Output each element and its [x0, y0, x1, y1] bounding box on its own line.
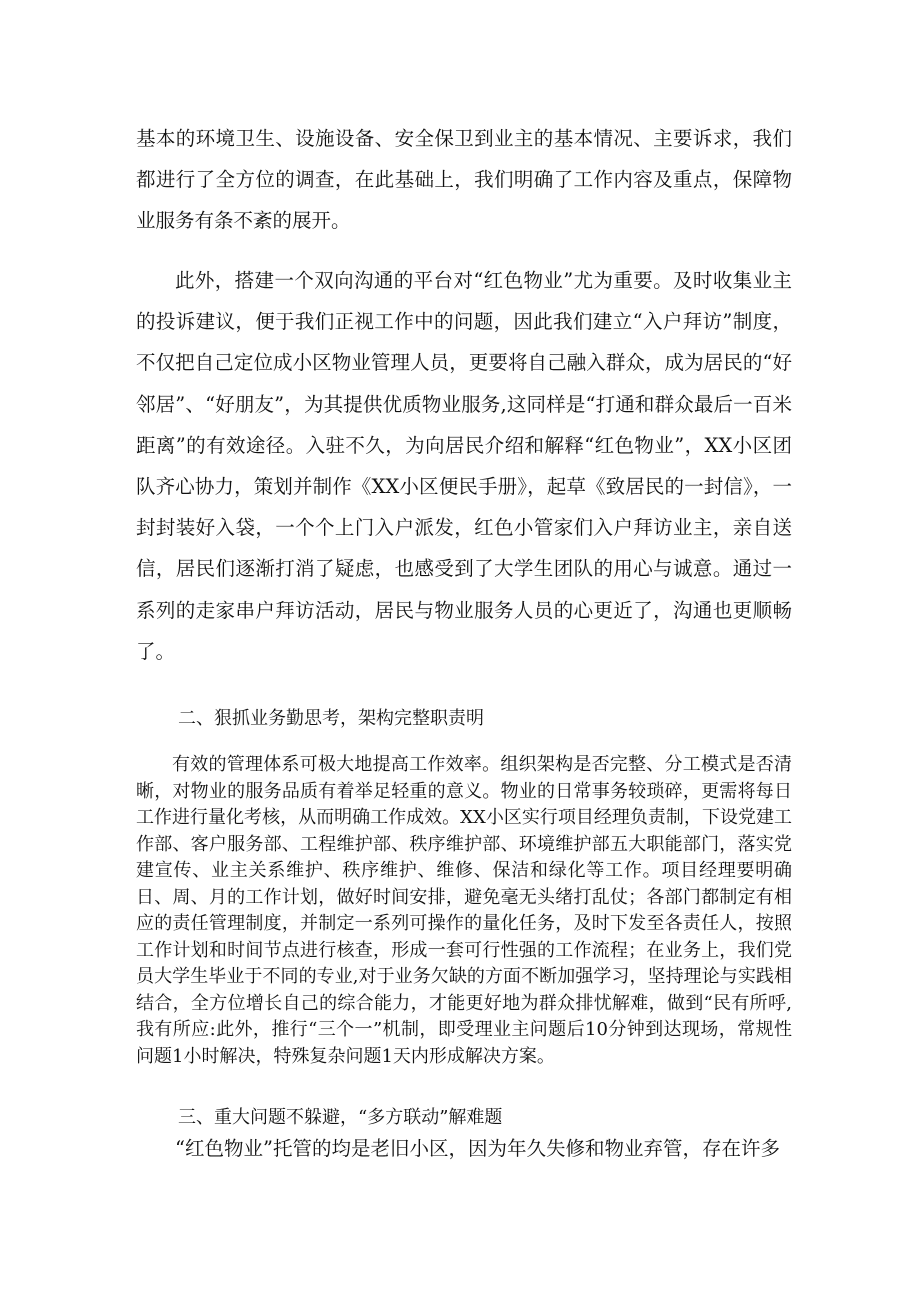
body-paragraph-2: 此外，搭建一个双向沟通的平台对“红色物业”尤为重要。及时收集业主的投诉建议，便于我们正视工作中的问题，因此我们建立“入户拜访”制度，不仅把自己定位成小区物业管理人员，更要将自己融入群众，成为居民的“好邻居”、“好朋友”，为其提供优质物业服务,这同样是“打通和群众最后一百米距离”的有效途径。入驻不久，为向居民介绍和解释“红色物业”，XX小区团队齐心协力，策划并制作《XX小区便民手册》，起草《致居民的一封信》，一封封装好入袋，一个个上门入户派发，红色小管家们入户拜访业主，亲自送信，居民们逐渐打消了疑虑，也感受到了大学生团队的用心与诚意。通过一系列的走家串户拜访活动，居民与物业服务人员的心更近了，沟通也更顺畅了。: [136, 269, 792, 663]
body-paragraph-1: 基本的环境卫生、设施设备、安全保卫到业主的基本情况、主要诉求，我们都进行了全方位的调查，在此基础上，我们明确了工作内容及重点，保障物业服务有条不紊的展开。: [136, 127, 792, 233]
body-paragraph-4: “红色物业”托管的均是老旧小区，因为年久失修和物业弃管，存在许多: [175, 1137, 780, 1160]
section-heading-3: 三、重大问题不躲避，“多方联动”解难题: [178, 1107, 503, 1128]
body-paragraph-3: 有效的管理体系可极大地提高工作效率。组织架构是否完整、分工模式是否清晰，对物业的服务品质有着举足轻重的意义。物业的日常事务较琐碎，更需将每日工作进行量化考核，从而明确工作成效。XX小区实行项目经理负责制，下设党建工作部、客户服务部、工程维护部、秩序维护部、环境维护部五大职能部门，落实党建宣传、业主关系维护、秩序维护、维修、保洁和绿化等工作。项目经理要明确日、周、月的工作计划，做好时间安排，避免毫无头绪打乱仗；各部门都制定有相应的责任管理制度，并制定一系列可操作的量化任务，及时下发至各责任人，按照工作计划和时间节点进行核查，形成一套可行性强的工作流程；在业务上，我们党员大学生毕业于不同的专业,对于业务欠缺的方面不断加强学习，坚持理论与实践相结合，全方位增长自己的综合能力，才能更好地为群众排忧解难，做到“民有所呼,我有所应:此外，推行“三个一”机制，即受理业主问题后10分钟到达现场，常规性问题1小时解决，特殊复杂问题1天内形成解决方案。: [136, 754, 792, 1067]
section-heading-2: 二、狠抓业务勤思考，架构完整职责明: [178, 708, 484, 729]
